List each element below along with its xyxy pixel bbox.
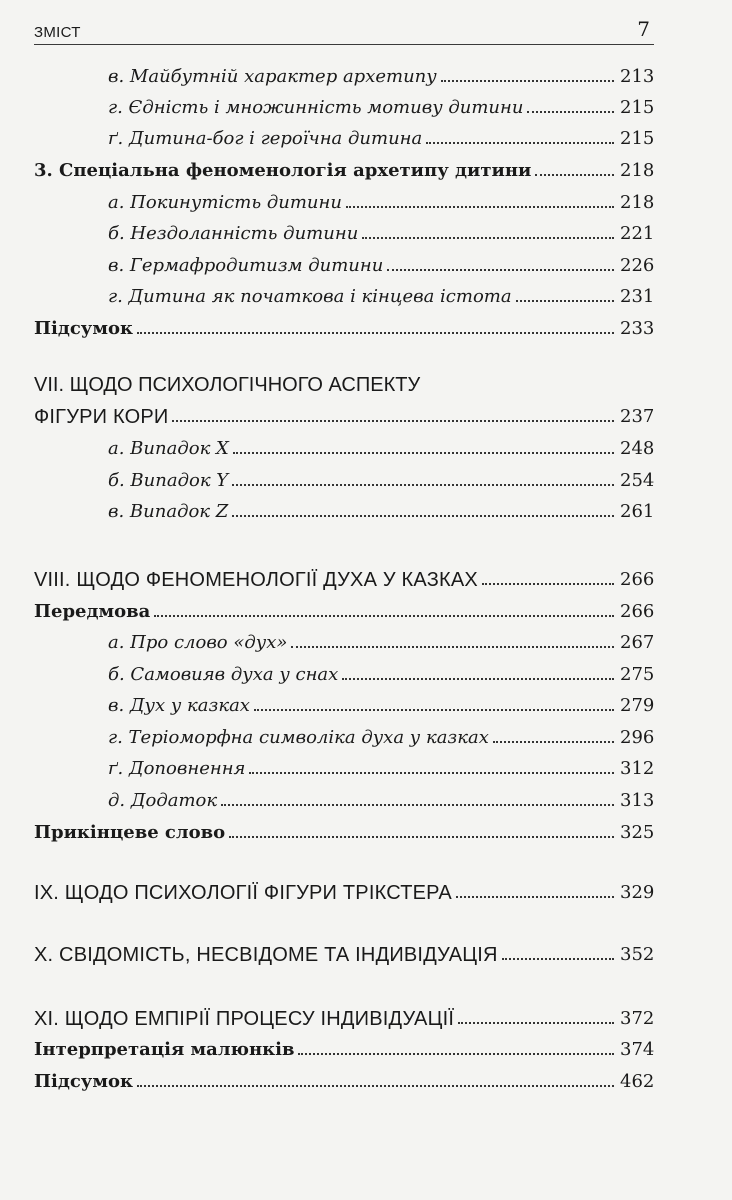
toc-entry-page: 313	[620, 790, 655, 811]
toc-entry-page: 218	[620, 160, 655, 181]
toc-entry	[34, 278, 654, 308]
leader-dots	[527, 111, 614, 113]
toc-section-entry	[34, 152, 654, 182]
toc-chapter-entry	[34, 1000, 654, 1030]
toc-entry-label: в. Майбутній характер архетипу	[108, 66, 437, 87]
toc-entry	[34, 58, 654, 88]
toc-entry-label: б. Самовияв духа у снах	[108, 664, 339, 685]
toc-section-entry	[34, 593, 654, 623]
toc-entry-page: 266	[620, 569, 655, 590]
toc-entry-label: в. Випадок Z	[108, 501, 229, 522]
leader-dots	[291, 646, 614, 648]
leader-dots	[458, 1022, 614, 1024]
leader-dots	[254, 709, 614, 711]
leader-dots	[229, 836, 614, 838]
header-title: ЗМІСТ	[34, 24, 81, 41]
leader-dots	[426, 142, 614, 144]
toc-entry-page: 215	[620, 97, 655, 118]
leader-dots	[137, 1085, 614, 1087]
toc-entry	[34, 89, 654, 119]
leader-dots	[502, 958, 614, 960]
toc-entry-page: 275	[620, 664, 655, 685]
toc-entry-label: Підсумок	[34, 318, 133, 339]
toc-entry-page: 372	[620, 1008, 655, 1029]
toc-entry-page: 231	[620, 286, 655, 307]
toc-entry-label: Інтерпретація малюнків	[34, 1039, 295, 1060]
toc-entry-page: 312	[620, 758, 655, 779]
toc-entry-label: Прикінцеве слово	[34, 822, 226, 843]
leader-dots	[232, 515, 614, 517]
toc-entry-page: 279	[620, 695, 655, 716]
leader-dots	[221, 804, 614, 806]
toc-entry	[34, 656, 654, 686]
toc-entry	[34, 462, 654, 492]
leader-dots	[346, 206, 614, 208]
toc-entry-page: 267	[620, 632, 655, 653]
chapter-title-line: VII. ЩОДО ПСИХОЛОГІЧНОГО АСПЕКТУ	[34, 374, 421, 396]
toc-entry	[34, 247, 654, 277]
toc-entry-label: ґ. Доповнення	[108, 758, 246, 779]
toc-entry-label: 3. Спеціальна феноменологія архетипу дитини	[34, 160, 532, 181]
toc-entry-label: VIII. ЩОДО ФЕНОМЕНОЛОГІЇ ДУХА У КАЗКАХ	[34, 569, 478, 591]
toc-entry-page: 296	[620, 727, 655, 748]
toc-section-entry	[34, 310, 654, 340]
leader-dots	[342, 678, 614, 680]
toc-entry-page: 261	[620, 501, 655, 522]
toc-section-entry	[34, 814, 654, 844]
toc-entry-page: 352	[620, 944, 655, 965]
toc-section-entry	[34, 1063, 654, 1093]
toc-entry-label: XI. ЩОДО ЕМПІРІЇ ПРОЦЕСУ ІНДИВІДУАЦІЇ	[34, 1008, 455, 1030]
toc-entry-page: 213	[620, 66, 655, 87]
toc-entry-page: 462	[620, 1071, 655, 1092]
toc-entry	[34, 687, 654, 717]
toc-entry-page: 329	[620, 882, 655, 903]
running-header	[34, 14, 654, 45]
toc-entry	[34, 624, 654, 654]
toc-entry-label: в. Дух у казках	[108, 695, 250, 716]
toc-entry-label: б. Випадок Y	[108, 470, 229, 491]
toc-entry-page: 233	[620, 318, 655, 339]
toc-entry-label: Передмова	[34, 601, 151, 622]
toc-entry-label: Підсумок	[34, 1071, 133, 1092]
toc-entry	[34, 782, 654, 812]
toc-entry-label: в. Гермафродитизм дитини	[108, 255, 384, 276]
toc-entry-page: 254	[620, 470, 655, 491]
toc-entry-label: д. Додаток	[108, 790, 218, 811]
toc-entry	[34, 120, 654, 150]
toc-chapter-entry	[34, 936, 654, 966]
toc-entry-label: б. Нездоланність дитини	[108, 223, 359, 244]
leader-dots	[441, 80, 614, 82]
leader-dots	[232, 484, 614, 486]
toc-entry	[34, 184, 654, 214]
leader-dots	[362, 237, 614, 239]
toc-entry-page: 226	[620, 255, 655, 276]
toc-entry-page: 215	[620, 128, 655, 149]
toc-entry	[34, 719, 654, 749]
leader-dots	[535, 174, 614, 176]
toc-entry-page: 237	[620, 406, 655, 427]
toc-chapter-entry	[34, 561, 654, 591]
toc-entry-label: а. Випадок X	[108, 438, 229, 459]
toc-entry-label: г. Теріоморфна символіка духа у казках	[108, 727, 489, 748]
toc-entry-label: ФІГУРИ КОРИ	[34, 406, 169, 428]
toc-entry-page: 325	[620, 822, 655, 843]
toc-section-entry	[34, 1031, 654, 1061]
toc-entry-page: 266	[620, 601, 655, 622]
toc-entry	[34, 430, 654, 460]
toc-entry	[34, 750, 654, 780]
toc-entry	[34, 215, 654, 245]
leader-dots	[298, 1053, 614, 1055]
leader-dots	[137, 332, 614, 334]
toc-entry-label: г. Єдність і множинність мотиву дитини	[108, 97, 524, 118]
toc-entry-label: X. СВІДОМІСТЬ, НЕСВІДОМЕ ТА ІНДИВІДУАЦІЯ	[34, 944, 498, 966]
toc-entry-label: г. Дитина як початкова і кінцева істота	[108, 286, 512, 307]
toc-entry-page: 218	[620, 192, 655, 213]
leader-dots	[387, 269, 614, 271]
toc-entry-page: 374	[620, 1039, 655, 1060]
leader-dots	[249, 772, 614, 774]
toc-entry-label: ґ. Дитина-бог і героїчна дитина	[108, 128, 423, 149]
toc-chapter-entry	[34, 874, 654, 904]
leader-dots	[493, 741, 614, 743]
toc-entry-page: 248	[620, 438, 655, 459]
toc-entry	[34, 493, 654, 523]
leader-dots	[154, 615, 614, 617]
toc-entry-label: IX. ЩОДО ПСИХОЛОГІЇ ФІГУРИ ТРІКСТЕРА	[34, 882, 452, 904]
leader-dots	[482, 583, 614, 585]
header-page-number: 7	[637, 17, 650, 41]
leader-dots	[516, 300, 614, 302]
toc-entry-page: 221	[620, 223, 655, 244]
toc-entry-label: а. Про слово «дух»	[108, 632, 288, 653]
leader-dots	[456, 896, 614, 898]
toc-entry-label: а. Покинутість дитини	[108, 192, 342, 213]
toc-chapter-entry	[34, 398, 654, 428]
leader-dots	[172, 420, 614, 422]
leader-dots	[233, 452, 614, 454]
